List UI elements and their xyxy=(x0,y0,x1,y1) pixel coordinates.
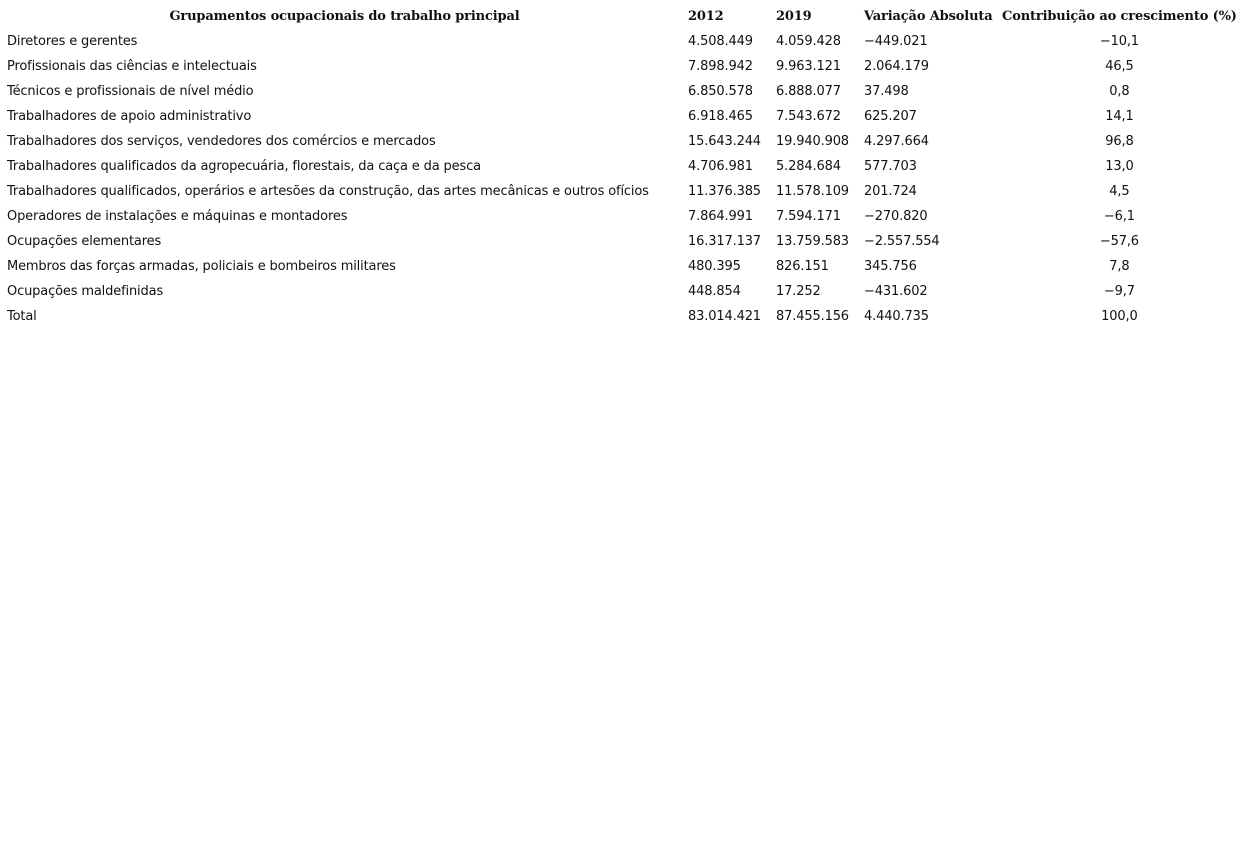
cell-2019: 826.151 xyxy=(776,259,829,274)
cell-growth-contribution: −6,1 xyxy=(1103,209,1135,224)
cell-growth-contribution: 4,5 xyxy=(1109,184,1130,199)
cell-occupational-group: Ocupações maldefinidas xyxy=(7,284,164,299)
cell-2012: 7.898.942 xyxy=(688,59,753,74)
cell-2012: 7.864.991 xyxy=(688,209,753,224)
cell-occupational-group: Trabalhadores qualificados, operários e artesões da construção, das artes mecânicas e outros ofícios xyxy=(7,184,649,199)
cell-2019: 5.284.684 xyxy=(776,159,841,174)
cell-occupational-group: Ocupações elementares xyxy=(7,234,162,249)
cell-absolute-variation: 37.498 xyxy=(864,84,909,99)
cell-absolute-variation: 201.724 xyxy=(864,184,917,199)
cell-absolute-variation: −431.602 xyxy=(864,284,928,299)
cell-absolute-variation: 4.297.664 xyxy=(864,134,929,149)
cell-growth-contribution: 46,5 xyxy=(1105,59,1134,74)
table-row xyxy=(4,129,1240,154)
table-row xyxy=(4,79,1240,104)
cell-occupational-group: Trabalhadores dos serviços, vendedores dos comércios e mercados xyxy=(7,134,436,149)
cell-2019: 87.455.156 xyxy=(776,309,849,324)
cell-growth-contribution: 0,8 xyxy=(1109,84,1130,99)
table-body xyxy=(4,29,1240,329)
table-row xyxy=(4,29,1240,54)
cell-occupational-group: Trabalhadores de apoio administrativo xyxy=(7,109,252,124)
cell-occupational-group: Técnicos e profissionais de nível médio xyxy=(7,84,254,99)
cell-absolute-variation: 2.064.179 xyxy=(864,59,929,74)
cell-absolute-variation: −2.557.554 xyxy=(864,234,940,249)
header-2012: 2012 xyxy=(688,9,724,24)
cell-occupational-group: Total xyxy=(7,309,37,324)
cell-2012: 448.854 xyxy=(688,284,741,299)
table-row xyxy=(4,254,1240,279)
cell-2012: 480.395 xyxy=(688,259,741,274)
cell-2012: 15.643.244 xyxy=(688,134,761,149)
cell-occupational-group: Trabalhadores qualificados da agropecuária, florestais, da caça e da pesca xyxy=(7,159,481,174)
cell-occupational-group: Diretores e gerentes xyxy=(7,34,138,49)
cell-growth-contribution: 13,0 xyxy=(1105,159,1134,174)
cell-growth-contribution: −9,7 xyxy=(1103,284,1135,299)
table-row xyxy=(4,104,1240,129)
cell-absolute-variation: 577.703 xyxy=(864,159,917,174)
table-row xyxy=(4,179,1240,204)
cell-2012: 4.706.981 xyxy=(688,159,753,174)
header-occupational-group: Grupamentos ocupacionais do trabalho principal xyxy=(169,9,520,24)
cell-2012: 4.508.449 xyxy=(688,34,753,49)
cell-2019: 19.940.908 xyxy=(776,134,849,149)
header-growth-contribution: Contribuição ao crescimento (%) xyxy=(1002,9,1237,24)
cell-2019: 7.543.672 xyxy=(776,109,841,124)
cell-2019: 13.759.583 xyxy=(776,234,849,249)
cell-2019: 11.578.109 xyxy=(776,184,849,199)
cell-2012: 6.850.578 xyxy=(688,84,753,99)
cell-2019: 17.252 xyxy=(776,284,821,299)
cell-growth-contribution: 96,8 xyxy=(1105,134,1134,149)
header-2019: 2019 xyxy=(776,9,812,24)
cell-2019: 6.888.077 xyxy=(776,84,841,99)
header-row xyxy=(4,4,1240,29)
table-row xyxy=(4,154,1240,179)
cell-2019: 4.059.428 xyxy=(776,34,841,49)
cell-occupational-group: Membros das forças armadas, policiais e bombeiros militares xyxy=(7,259,396,274)
cell-growth-contribution: −10,1 xyxy=(1099,34,1139,49)
cell-2012: 83.014.421 xyxy=(688,309,761,324)
table-row xyxy=(4,54,1240,79)
cell-absolute-variation: −270.820 xyxy=(864,209,928,224)
cell-growth-contribution: 100,0 xyxy=(1101,309,1138,324)
table-row-total xyxy=(4,304,1240,329)
occupational-groups-table xyxy=(4,4,1240,329)
cell-2019: 7.594.171 xyxy=(776,209,841,224)
cell-absolute-variation: 4.440.735 xyxy=(864,309,929,324)
table-row xyxy=(4,229,1240,254)
cell-2012: 11.376.385 xyxy=(688,184,761,199)
cell-2012: 6.918.465 xyxy=(688,109,753,124)
cell-growth-contribution: −57,6 xyxy=(1099,234,1139,249)
cell-absolute-variation: −449.021 xyxy=(864,34,928,49)
table-row xyxy=(4,279,1240,304)
header-absolute-variation: Variação Absoluta xyxy=(864,9,993,24)
cell-growth-contribution: 14,1 xyxy=(1105,109,1134,124)
cell-growth-contribution: 7,8 xyxy=(1109,259,1130,274)
table-header xyxy=(4,4,1240,29)
cell-absolute-variation: 625.207 xyxy=(864,109,917,124)
table-row xyxy=(4,204,1240,229)
cell-2019: 9.963.121 xyxy=(776,59,841,74)
cell-absolute-variation: 345.756 xyxy=(864,259,917,274)
cell-2012: 16.317.137 xyxy=(688,234,761,249)
cell-occupational-group: Operadores de instalações e máquinas e montadores xyxy=(7,209,348,224)
cell-occupational-group: Profissionais das ciências e intelectuais xyxy=(7,59,257,74)
